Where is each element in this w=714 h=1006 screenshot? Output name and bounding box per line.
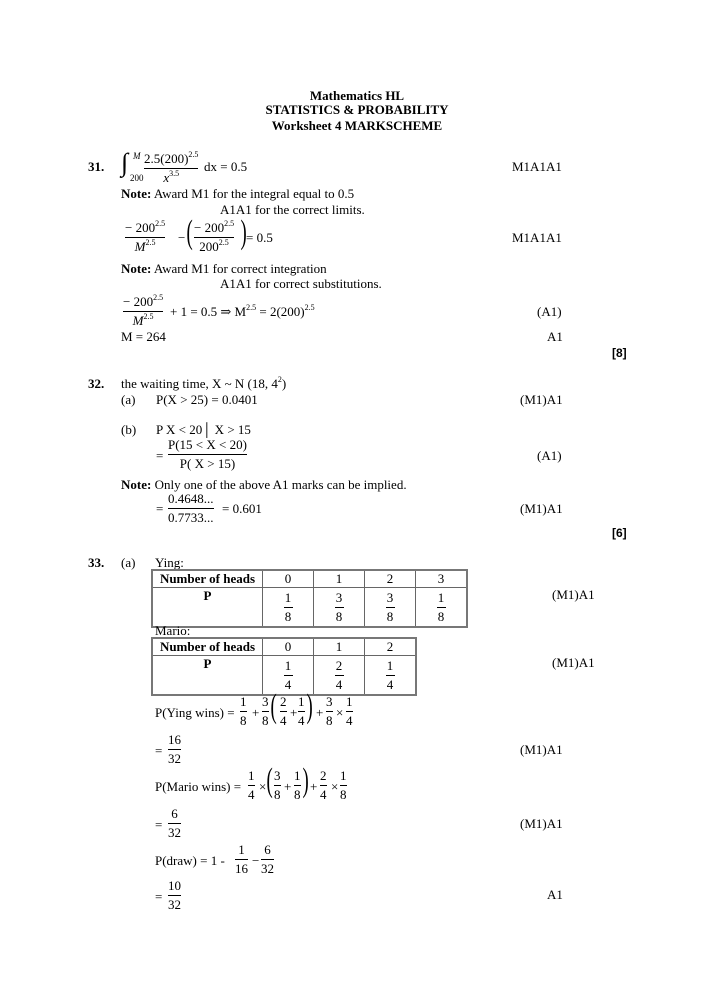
draw-f2-num: 6 bbox=[264, 842, 271, 857]
q32-c-den: 0.7733... bbox=[168, 509, 214, 525]
q32-b-text: P X < 20│ X > 15 bbox=[156, 422, 251, 437]
q32-b-den: P( X > 15) bbox=[179, 455, 236, 471]
step3-rest-exp2: 2.5 bbox=[304, 303, 315, 312]
ying-label: Ying: bbox=[155, 555, 184, 570]
q32-b-fraction bbox=[168, 437, 247, 471]
note-text: Award M1 for correct integration bbox=[153, 261, 327, 276]
q32-note bbox=[121, 478, 407, 491]
yw-f1-den: 8 bbox=[240, 712, 247, 728]
integral-lower: 200 bbox=[130, 173, 144, 183]
step3-rest-b: = 2(200) bbox=[256, 304, 305, 319]
mw-plus-2: + bbox=[310, 779, 318, 794]
yw-f4-den: 4 bbox=[298, 712, 305, 728]
left-paren: ( bbox=[186, 214, 193, 251]
draw-frac-2 bbox=[261, 842, 274, 876]
step3-rest-exp1: 2.5 bbox=[246, 303, 257, 312]
ying-wins-label: P(Ying wins) = bbox=[155, 705, 235, 720]
step3-num-exp: 2.5 bbox=[153, 293, 164, 302]
yw-frac-3 bbox=[280, 694, 287, 728]
q32-c-fraction bbox=[168, 491, 214, 525]
mario-result-num: 6 bbox=[171, 806, 178, 821]
yw-f5-num: 3 bbox=[326, 694, 333, 709]
mario-heads-1: 1 bbox=[314, 638, 365, 656]
mw-f5-den: 8 bbox=[340, 786, 347, 802]
integral-rest: dx = 0.5 bbox=[204, 159, 248, 174]
ying-result-mark: (M1)A1 bbox=[520, 742, 563, 757]
q32-number: 32. bbox=[88, 376, 105, 391]
ying-p-2 bbox=[365, 588, 416, 627]
q31-note-1 bbox=[121, 187, 354, 200]
step2-f2-num-exp: 2.5 bbox=[224, 219, 235, 228]
step2-f1-num-exp: 2.5 bbox=[155, 219, 166, 228]
step2-fraction-2 bbox=[194, 220, 234, 254]
yw-f1-num: 1 bbox=[240, 694, 247, 709]
yw-f3-den: 4 bbox=[280, 712, 287, 728]
yw-frac-6 bbox=[346, 694, 353, 728]
q32-total: [6] bbox=[612, 526, 627, 540]
mw-f3-num: 1 bbox=[294, 768, 301, 783]
mw-f1-num: 1 bbox=[248, 768, 255, 783]
ying-p-1 bbox=[314, 588, 365, 627]
mario-wins-label: P(Mario wins) = bbox=[155, 779, 242, 794]
yw-times: × bbox=[336, 705, 344, 720]
ying-p-num-0: 1 bbox=[284, 590, 292, 605]
step3-num: − 200 bbox=[123, 294, 154, 309]
step3-rest bbox=[170, 305, 315, 318]
title-line-3: Worksheet 4 MARKSCHEME bbox=[271, 118, 443, 133]
note-text: Only one of the above A1 marks can be implied. bbox=[154, 477, 407, 492]
mario-heads-0: 0 bbox=[263, 638, 314, 656]
integrand-num-exp: 2.5 bbox=[188, 150, 199, 159]
ying-header-label: Number of heads bbox=[152, 570, 263, 588]
draw-f1-num: 1 bbox=[238, 842, 245, 857]
integrand-den-exp: 3.5 bbox=[169, 168, 180, 178]
step3-rest-a: + 1 = 0.5 ⇒ M bbox=[170, 304, 247, 319]
yw-frac-4 bbox=[298, 694, 305, 728]
mario-result-eq: = bbox=[155, 817, 163, 832]
mw-right-paren: ) bbox=[302, 762, 309, 799]
q32-a-text: P(X > 25) = 0.0401 bbox=[156, 392, 258, 407]
note-text: Award M1 for the integral equal to 0.5 bbox=[153, 186, 355, 201]
q32-b-label: (b) bbox=[121, 422, 137, 437]
title-line-2: STATISTICS & PROBABILITY bbox=[265, 102, 449, 117]
mario-p-2 bbox=[365, 656, 417, 695]
note-label: Note: bbox=[121, 477, 152, 492]
mario-p-den-2: 4 bbox=[386, 677, 394, 693]
draw-result-eq: = bbox=[155, 889, 163, 904]
mw-times-2: × bbox=[331, 779, 339, 794]
q32-c-eq: = bbox=[156, 501, 164, 516]
mw-f4-den: 4 bbox=[320, 786, 327, 802]
ying-row-label: P bbox=[152, 588, 263, 627]
ying-table bbox=[151, 569, 468, 628]
ying-p-num-3: 1 bbox=[437, 590, 445, 605]
yw-f6-num: 1 bbox=[346, 694, 353, 709]
mario-p-den-1: 4 bbox=[335, 677, 343, 693]
step2-f2-den: 200 bbox=[199, 238, 219, 254]
q32-intro-exp: 2 bbox=[277, 375, 282, 384]
mw-plus-1: + bbox=[284, 779, 292, 794]
mw-f2-num: 3 bbox=[274, 768, 281, 783]
integral-upper: M bbox=[133, 151, 141, 161]
ying-p-num-2: 3 bbox=[386, 590, 394, 605]
mario-label: Mario: bbox=[155, 623, 191, 638]
mario-p-num-1: 2 bbox=[335, 658, 343, 673]
q31-total: [8] bbox=[612, 346, 627, 360]
step2-f1-num: − 200 bbox=[125, 220, 156, 235]
draw-frac-1 bbox=[235, 842, 248, 876]
draw-minus: − bbox=[252, 853, 260, 868]
q33-number: 33. bbox=[88, 555, 105, 570]
ying-p-0 bbox=[263, 588, 314, 627]
mario-table bbox=[151, 637, 417, 696]
step2-rest: = 0.5 bbox=[246, 230, 273, 245]
yw-plus-3: + bbox=[316, 705, 324, 720]
step2-f1-den: M bbox=[134, 238, 146, 254]
mw-f3-den: 8 bbox=[294, 786, 301, 802]
ying-heads-0: 0 bbox=[263, 570, 314, 588]
yw-frac-2 bbox=[262, 694, 269, 728]
mario-result-mark: (M1)A1 bbox=[520, 816, 563, 831]
ying-p-num-1: 3 bbox=[335, 590, 343, 605]
mw-f2-den: 8 bbox=[274, 786, 281, 802]
mw-f1-den: 4 bbox=[248, 786, 255, 802]
yw-f6-den: 4 bbox=[346, 712, 353, 728]
integrand-fraction bbox=[144, 151, 198, 185]
mario-p-num-0: 1 bbox=[284, 658, 292, 673]
integral-sign: ∫ bbox=[121, 148, 129, 177]
yw-f5-den: 8 bbox=[326, 712, 333, 728]
q31-note-2b: A1A1 for correct substitutions. bbox=[220, 276, 382, 291]
q31-number: 31. bbox=[88, 159, 105, 174]
step3-fraction bbox=[123, 294, 163, 328]
note-label: Note: bbox=[121, 186, 152, 201]
step2-f2-num: − 200 bbox=[194, 220, 225, 235]
q32-intro bbox=[121, 377, 286, 390]
yw-plus-1: + bbox=[252, 705, 260, 720]
q31-answer: M = 264 bbox=[121, 329, 166, 344]
mario-p-1 bbox=[314, 656, 365, 695]
mw-f5-num: 1 bbox=[340, 768, 347, 783]
draw-result-den: 32 bbox=[168, 896, 181, 912]
ying-p-den-2: 8 bbox=[386, 609, 394, 625]
ying-p-den-0: 8 bbox=[284, 609, 292, 625]
yw-frac-5 bbox=[326, 694, 333, 728]
draw-result-fraction bbox=[168, 878, 181, 912]
ying-heads-2: 2 bbox=[365, 570, 416, 588]
yw-plus-2: + bbox=[290, 705, 298, 720]
draw-result-mark: A1 bbox=[547, 887, 563, 902]
q32-c-num: 0.4648... bbox=[168, 491, 214, 506]
yw-frac-1 bbox=[240, 694, 247, 728]
step3-den-exp: 2.5 bbox=[143, 311, 154, 321]
mario-mark: (M1)A1 bbox=[552, 655, 595, 670]
step2-f2-den-exp: 2.5 bbox=[218, 237, 229, 247]
q32-intro-text: the waiting time, X ~ N (18, 4 bbox=[121, 376, 278, 391]
step3-den: M bbox=[132, 312, 144, 328]
right-paren: ) bbox=[240, 214, 247, 251]
mario-result-den: 32 bbox=[168, 824, 181, 840]
ying-p-den-3: 8 bbox=[437, 609, 445, 625]
mw-frac-3 bbox=[294, 768, 301, 802]
ying-result-num: 16 bbox=[168, 732, 181, 747]
q32-b-num: P(15 < X < 20) bbox=[168, 437, 247, 452]
mw-times-1: × bbox=[259, 779, 267, 794]
step2-fraction-1 bbox=[125, 220, 165, 254]
mw-frac-5 bbox=[340, 768, 347, 802]
mw-frac-2 bbox=[274, 768, 281, 802]
draw-result-num: 10 bbox=[168, 878, 181, 893]
q31-mark-2: M1A1A1 bbox=[512, 230, 562, 245]
q32-a-label: (a) bbox=[121, 392, 136, 407]
integrand-den: x bbox=[163, 169, 170, 185]
draw-f1-den: 16 bbox=[235, 860, 248, 876]
q32-c-rest: = 0.601 bbox=[222, 501, 262, 516]
ying-result-den: 32 bbox=[168, 750, 181, 766]
mario-header-label: Number of heads bbox=[152, 638, 263, 656]
ying-result-fraction bbox=[168, 732, 181, 766]
mw-f4-num: 2 bbox=[320, 768, 327, 783]
step2-f1-den-exp: 2.5 bbox=[145, 237, 156, 247]
ying-result-eq: = bbox=[155, 743, 163, 758]
ying-p-3 bbox=[416, 588, 468, 627]
mario-heads-2: 2 bbox=[365, 638, 417, 656]
mario-p-num-2: 1 bbox=[386, 658, 394, 673]
ying-heads-1: 1 bbox=[314, 570, 365, 588]
draw-label: P(draw) = 1 - bbox=[155, 853, 225, 868]
title-line-1: Mathematics HL bbox=[309, 88, 405, 103]
ying-mark: (M1)A1 bbox=[552, 587, 595, 602]
mw-frac-4 bbox=[320, 768, 327, 802]
q31-mark-3: (A1) bbox=[537, 304, 562, 319]
mario-row-label: P bbox=[152, 656, 263, 695]
yw-f3-num: 2 bbox=[280, 694, 287, 709]
q32-c-mark: (M1)A1 bbox=[520, 501, 563, 516]
q32-intro-close: ) bbox=[281, 376, 287, 391]
ying-heads-3: 3 bbox=[416, 570, 468, 588]
q33-a-label: (a) bbox=[121, 555, 136, 570]
q32-a-mark: (M1)A1 bbox=[520, 392, 563, 407]
q31-mark-1: M1A1A1 bbox=[512, 159, 562, 174]
integrand-num: 2.5(200) bbox=[144, 151, 189, 166]
ying-p-den-1: 8 bbox=[335, 609, 343, 625]
note-label: Note: bbox=[121, 261, 152, 276]
mw-frac-1 bbox=[248, 768, 255, 802]
yw-right-paren: ) bbox=[306, 688, 313, 725]
q32-b-mark: (A1) bbox=[537, 448, 562, 463]
draw-f2-den: 32 bbox=[261, 860, 274, 876]
q31-mark-4: A1 bbox=[547, 329, 563, 344]
yw-f2-den: 8 bbox=[262, 712, 269, 728]
mario-p-den-0: 4 bbox=[284, 677, 292, 693]
q32-b-eq: = bbox=[156, 448, 164, 463]
yw-f2-num: 3 bbox=[262, 694, 269, 709]
q31-note-2 bbox=[121, 262, 327, 275]
mw-left-paren: ( bbox=[266, 762, 273, 799]
yw-left-paren: ( bbox=[270, 688, 277, 725]
yw-f4-num: 1 bbox=[298, 694, 305, 709]
step2-minus: − bbox=[178, 230, 186, 245]
q31-note-1b: A1A1 for the correct limits. bbox=[220, 202, 365, 217]
mario-result-fraction bbox=[168, 806, 181, 840]
